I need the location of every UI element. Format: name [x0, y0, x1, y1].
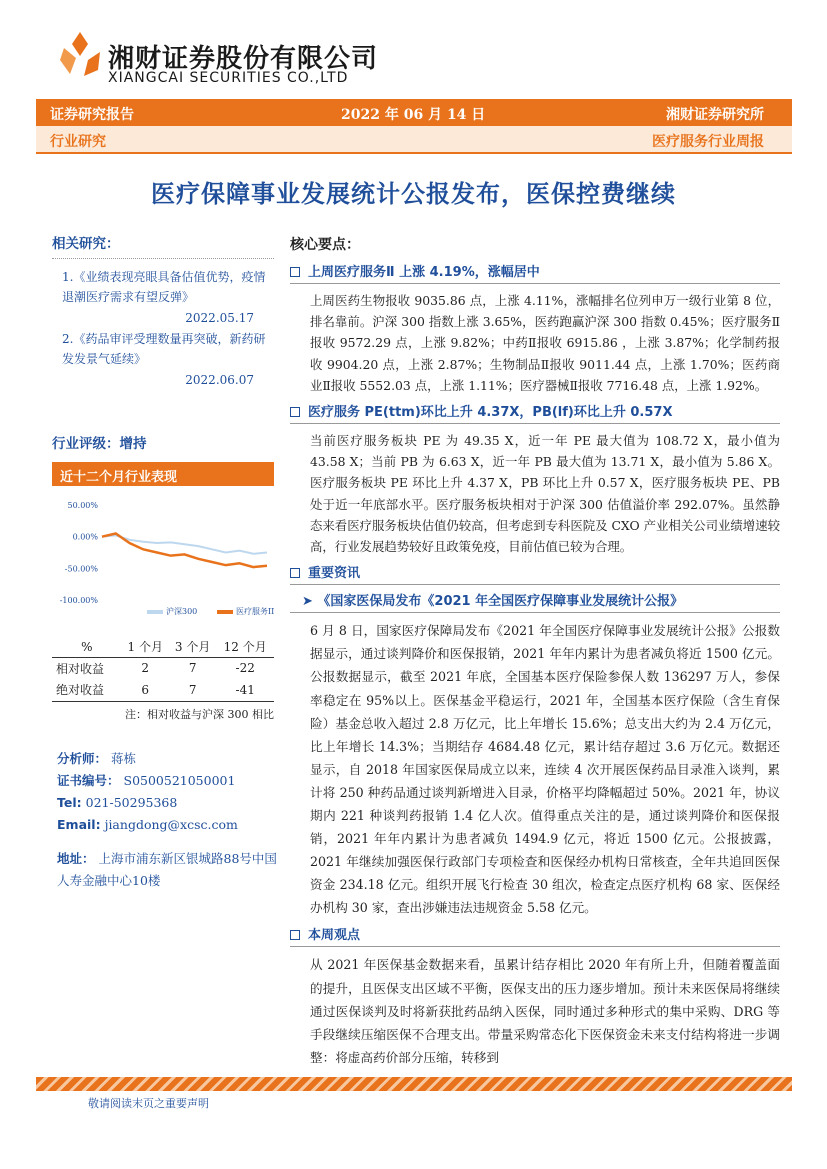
tel-number: 021-50295368 [85, 795, 178, 810]
performance-table [52, 637, 274, 702]
institute-name: 湘财证券研究所 [666, 107, 764, 123]
section-heading: 医疗服务 PE(ttm)环比上升 4.37X，PB(lf)环比上升 0.57X [290, 402, 780, 424]
company-logo-icon [58, 30, 102, 80]
performance-chart [52, 490, 274, 625]
cert-label: 证书编号： [57, 773, 120, 788]
chart-title: 近十二个月行业表现 [52, 462, 274, 486]
address-text: 上海市浦东新区银城路88号中国人寿金融中心10楼 [57, 851, 277, 888]
section-body: 6 月 8 日，国家医疗保障局发布《2021 年全国医疗保障事业发展统计公报》公报数据显示，通过谈判降价和医保报销，2021 年年内累计为患者减负将近 1500 亿元。公报数据显示，截至 2021 年底，全国基本医疗保险参保人数 136297 万人，参保率稳定在 95%以上。医保基金平稳运行，2021 年，全国基本医疗保险（含生育保险）基金总收入超过 2.8 万亿元，比上年增长 15.6%；总支出大约为 2.4 万亿元，比上年增长 14.3%；当期结存 4684.48 亿元，累计结存超过 3.6 万亿元。数据还显示，自 2018 年国家医保局成立以来，连续 4 次开展医保药品目录准入谈判，累计将 250 种药品通过谈判新增进入目录，价格平均降幅超过 50%。2021 年，协议期内 221 种谈判药报销 1.4 亿人次。值得重点关注的是，通过谈判降价和医保报销，2021 年年内累计为患者减负 1494.9 亿元，将近 1500 亿元。公报披露，2021 年继续加强医保行政部门专项检查和医保经办机构日常核查，全年共追回医保资金 234.18 亿元。组织开展飞行检查 30 组次，检查定点医疗机构 68 家、医保经办机构 30 家，查出涉嫌违法违规资金 5.58 亿元。 [310, 623, 780, 916]
analyst-name: 蒋栋 [111, 751, 137, 766]
checkbox-bullet-icon [290, 267, 300, 277]
related-item[interactable]: 1.《业绩表现亮眼具备估值优势，疫情退潮医疗需求有望反弹》 [62, 270, 266, 304]
checkbox-bullet-icon [290, 407, 300, 417]
table-header-cell: 1 个月 [122, 637, 169, 657]
y-tick-label: -50.00% [64, 564, 98, 574]
legend-label: 沪深300 [166, 607, 198, 616]
email-label: Email: [57, 817, 101, 832]
checkbox-bullet-icon [290, 930, 300, 940]
table-cell: 7 [169, 679, 216, 701]
core-points [290, 234, 780, 1075]
y-tick-label: 50.00% [67, 501, 98, 510]
table-row [52, 679, 274, 701]
legend-swatch [217, 610, 233, 614]
core-heading: 核心要点： [290, 237, 360, 253]
arrow-bullet-icon: ➤ [302, 594, 318, 610]
table-note: 注：相对收益与沪深 300 相比 [125, 708, 274, 721]
legend-swatch [147, 610, 163, 614]
section-heading: 重要资讯 [290, 563, 780, 585]
table-cell: 7 [188, 661, 197, 676]
report-date: 2022 年 06 月 14 日 [341, 107, 486, 123]
section-body: 上周医药生物报收 9035.86 点，上涨 4.11%，涨幅排名位列申万一级行业第 8 位，排名靠前。沪深 300 指数上涨 3.65%，医药跑赢沪深 300 指数 0.45%；医疗服务Ⅱ报收 9572.29 点，上涨 9.82%；中药Ⅱ报收 6915.86 ，上涨 3.87%；化学制药报收 9904.20 点，上涨 2.87%；生物制品Ⅱ报收 9011.44 点，上涨 1.70%；医药商业Ⅱ报收 5552.03 点，上涨 1.11%；医疗器械Ⅱ报收 7716.48 点，上涨 1.92%。 [310, 293, 780, 393]
table-cell: 6 [122, 679, 169, 701]
table-header-cell: 3 个月 [169, 637, 216, 657]
table-row [52, 657, 274, 679]
section-heading: 本周观点 [290, 925, 780, 947]
table-header-row [52, 637, 274, 657]
rating-value: 增持 [119, 436, 147, 452]
series-line-0 [102, 535, 267, 553]
y-tick-label: 0.00% [72, 532, 98, 542]
table-cell: -41 [216, 679, 274, 701]
tel-label: Tel: [57, 795, 82, 810]
table-cell: 相对收益 [56, 661, 105, 676]
table-header-cell: % [52, 637, 122, 657]
email-address[interactable]: jiangdong@xcsc.com [104, 817, 238, 832]
analyst-label: 分析师： [57, 751, 108, 766]
report-type: 证券研究报告 [50, 107, 134, 123]
address-label: 地址： [57, 851, 95, 866]
related-item[interactable]: 2.《药品审评受理数量再突破，新药研发发景气延续》 [62, 332, 266, 366]
report-title: 医疗保障事业发展统计公报发布，医保控费继续 [151, 180, 676, 208]
legend-label: 医疗服务II [236, 607, 274, 616]
report-series: 医疗服务行业周报 [652, 134, 764, 150]
table-cell: 绝对收益 [52, 679, 122, 701]
analyst-contact [57, 748, 287, 892]
report-category: 行业研究 [50, 134, 106, 150]
related-research [52, 232, 274, 391]
related-label: 相关研究： [52, 232, 274, 259]
y-tick-label: -100.00% [59, 596, 98, 605]
rating-label: 行业评级： [52, 436, 120, 452]
footer-stripe [36, 1077, 792, 1091]
table-header-cell: 12 个月 [216, 637, 274, 657]
subheader-bar [36, 126, 792, 154]
section-body: 从 2021 年医保基金数据来看，虽累计结存相比 2020 年有所上升，但随着覆盖面的提升，且医保支出区域不平衡，医保支出的压力逐步增加。预计未来医保局将继续通过医保谈判及时将新获批药品纳入医保，同时通过多种形式的集中采购、DRG 等手段继续压缩医保不合理支出。带量采购常态化下医保资金未来支付结构将进一步调整：将虚高药价部分压缩，转移到 [310, 957, 780, 1065]
section-heading: 上周医疗服务Ⅱ 上涨 4.19%，涨幅居中 [290, 262, 780, 284]
section-body: 当前医疗服务板块 PE 为 49.35 X，近一年 PE 最大值为 108.72 X，最小值为 43.58 X；当前 PB 为 6.63 X，近一年 PB 最大值为 13.71 X，最小值为 5.86 X。医疗服务板块 PE 环比上升 4.37 X，PB 环比上升 0.57 X，医疗服务板块 PE、PB 处于近一年底部水平。医疗服务板块相对于沪深 300 估值溢价率 292.07%。虽然静态来看医疗服务板块估值仍较高，但考虑到专科医院及 CXO 产业相关公司业绩增速较高，行业发展趋势较好且政策免疫，目前估值已较为合理。 [310, 433, 780, 555]
footer-disclaimer: 敬请阅读末页之重要声明 [88, 1097, 209, 1110]
related-date: 2022.05.17 [185, 311, 254, 325]
company-name-cn: 湘财证券股份有限公司 [108, 44, 379, 74]
industry-rating [52, 432, 274, 452]
table-cell: -22 [235, 661, 255, 676]
header-bar [36, 99, 792, 126]
cert-number: S0500521050001 [123, 773, 236, 788]
checkbox-bullet-icon [290, 568, 300, 578]
company-name-en: XIANGCAI SECURITIES CO.,LTD [108, 70, 349, 86]
related-date: 2022.06.07 [185, 373, 254, 387]
news-subheading: ➤ 《国家医保局发布《2021 年全国医疗保障事业发展统计公报》 [290, 591, 780, 613]
table-cell: 2 [141, 661, 150, 676]
